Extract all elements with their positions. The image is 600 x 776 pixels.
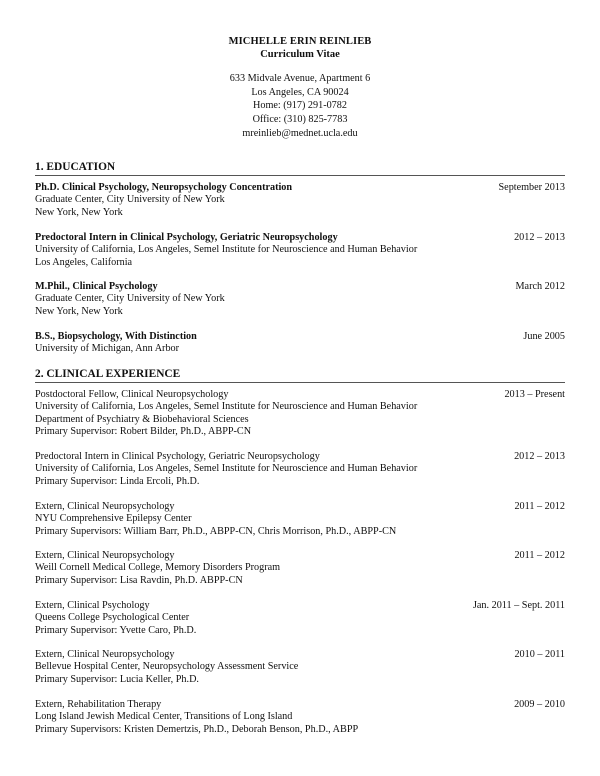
entry-line: Primary Supervisors: Kristen Demertzis, Ph.D., Deborah Benson, Ph.D., ABPP (35, 723, 359, 735)
entry-line: Bellevue Hospital Center, Neuropsychology Assessment Service (35, 661, 299, 673)
entry-date: 2009 – 2010 (514, 699, 565, 710)
contact-home-phone: Home: (917) 291-0782 (253, 100, 347, 112)
person-name: MICHELLE ERIN REINLIEB (228, 36, 372, 47)
entry-line: Graduate Center, City University of New York (35, 293, 225, 305)
entry-title: Predoctoral Intern in Clinical Psychology, Geriatric Neuropsychology (35, 232, 338, 243)
entry-date: Jan. 2011 – Sept. 2011 (472, 600, 565, 611)
entry-date: 2011 – 2012 (514, 501, 565, 512)
entry-line: University of California, Los Angeles, Semel Institute for Neuroscience and Human Behavior (35, 244, 418, 256)
contact-email: mreinlieb@mednet.ucla.edu (242, 127, 358, 139)
entry-title: Postdoctoral Fellow, Clinical Neuropsychology (35, 389, 229, 400)
contact-city: Los Angeles, CA 90024 (251, 86, 349, 98)
entry-line: New York, New York (35, 206, 123, 218)
entry-title: Extern, Clinical Neuropsychology (35, 501, 175, 512)
clinical-entry (35, 649, 565, 686)
entry-date: 2013 – Present (504, 389, 565, 400)
clinical-entry (35, 550, 565, 587)
entry-date: June 2005 (523, 331, 565, 342)
entry-line: Primary Supervisor: Lisa Ravdin, Ph.D. ABPP-CN (35, 574, 243, 586)
document-subtitle: Curriculum Vitae (260, 48, 340, 60)
clinical-entry (35, 389, 565, 438)
entry-line: Queens College Psychological Center (35, 612, 190, 624)
contact-block (0, 72, 600, 141)
entry-title: Predoctoral Intern in Clinical Psychology, Geriatric Neuropsychology (35, 451, 320, 462)
entry-line: Los Angeles, California (35, 256, 133, 268)
clinical-entry (35, 600, 565, 637)
clinical-entry (35, 501, 565, 538)
education-entry (35, 182, 565, 219)
entry-title: Extern, Clinical Psychology (35, 600, 150, 611)
education-entry (35, 331, 565, 356)
entry-line: Primary Supervisor: Lucia Keller, Ph.D. (35, 673, 199, 685)
section-heading-education: 1. EDUCATION (35, 161, 565, 176)
contact-office-phone: Office: (310) 825-7783 (252, 114, 348, 126)
entry-line: New York, New York (35, 305, 123, 317)
entry-line: University of California, Los Angeles, Semel Institute for Neuroscience and Human Behavior (35, 463, 418, 475)
entry-date: 2011 – 2012 (514, 550, 565, 561)
clinical-entry (35, 451, 565, 488)
entry-line: Primary Supervisors: William Barr, Ph.D., ABPP-CN, Chris Morrison, Ph.D., ABPP-CN (35, 525, 397, 537)
entry-title: Extern, Clinical Neuropsychology (35, 649, 175, 660)
cv-header (0, 36, 600, 141)
section-heading-clinical: 2. CLINICAL EXPERIENCE (35, 368, 565, 383)
contact-address: 633 Midvale Avenue, Apartment 6 (229, 73, 371, 84)
entry-line: Primary Supervisor: Linda Ercoli, Ph.D. (35, 475, 200, 487)
entry-line: Weill Cornell Medical College, Memory Disorders Program (35, 562, 281, 574)
entry-line: Department of Psychiatry & Biobehavioral Sciences (35, 413, 249, 425)
entry-title: Ph.D. Clinical Psychology, Neuropsychology Concentration (35, 182, 293, 193)
education-entry (35, 281, 565, 318)
entry-date: 2010 – 2011 (514, 649, 565, 660)
entry-line: Primary Supervisor: Yvette Caro, Ph.D. (35, 624, 197, 636)
entry-line: Primary Supervisor: Robert Bilder, Ph.D., ABPP-CN (35, 425, 252, 437)
entry-title: Extern, Clinical Neuropsychology (35, 550, 175, 561)
clinical-entry (35, 699, 565, 736)
entry-line: NYU Comprehensive Epilepsy Center (35, 513, 192, 525)
entry-line: Long Island Jewish Medical Center, Transitions of Long Island (35, 711, 293, 723)
entry-date: 2012 – 2013 (514, 232, 565, 243)
entry-title: Extern, Rehabilitation Therapy (35, 699, 162, 710)
entry-date: 2012 – 2013 (514, 451, 565, 462)
entry-line: Graduate Center, City University of New York (35, 194, 225, 206)
entry-title: M.Phil., Clinical Psychology (35, 281, 158, 292)
entry-date: March 2012 (515, 281, 565, 292)
entry-line: University of Michigan, Ann Arbor (35, 343, 180, 355)
entry-title: B.S., Biopsychology, With Distinction (35, 331, 197, 342)
entry-date: September 2013 (498, 182, 565, 193)
education-entry (35, 232, 565, 269)
entry-line: University of California, Los Angeles, Semel Institute for Neuroscience and Human Behavior (35, 401, 418, 413)
